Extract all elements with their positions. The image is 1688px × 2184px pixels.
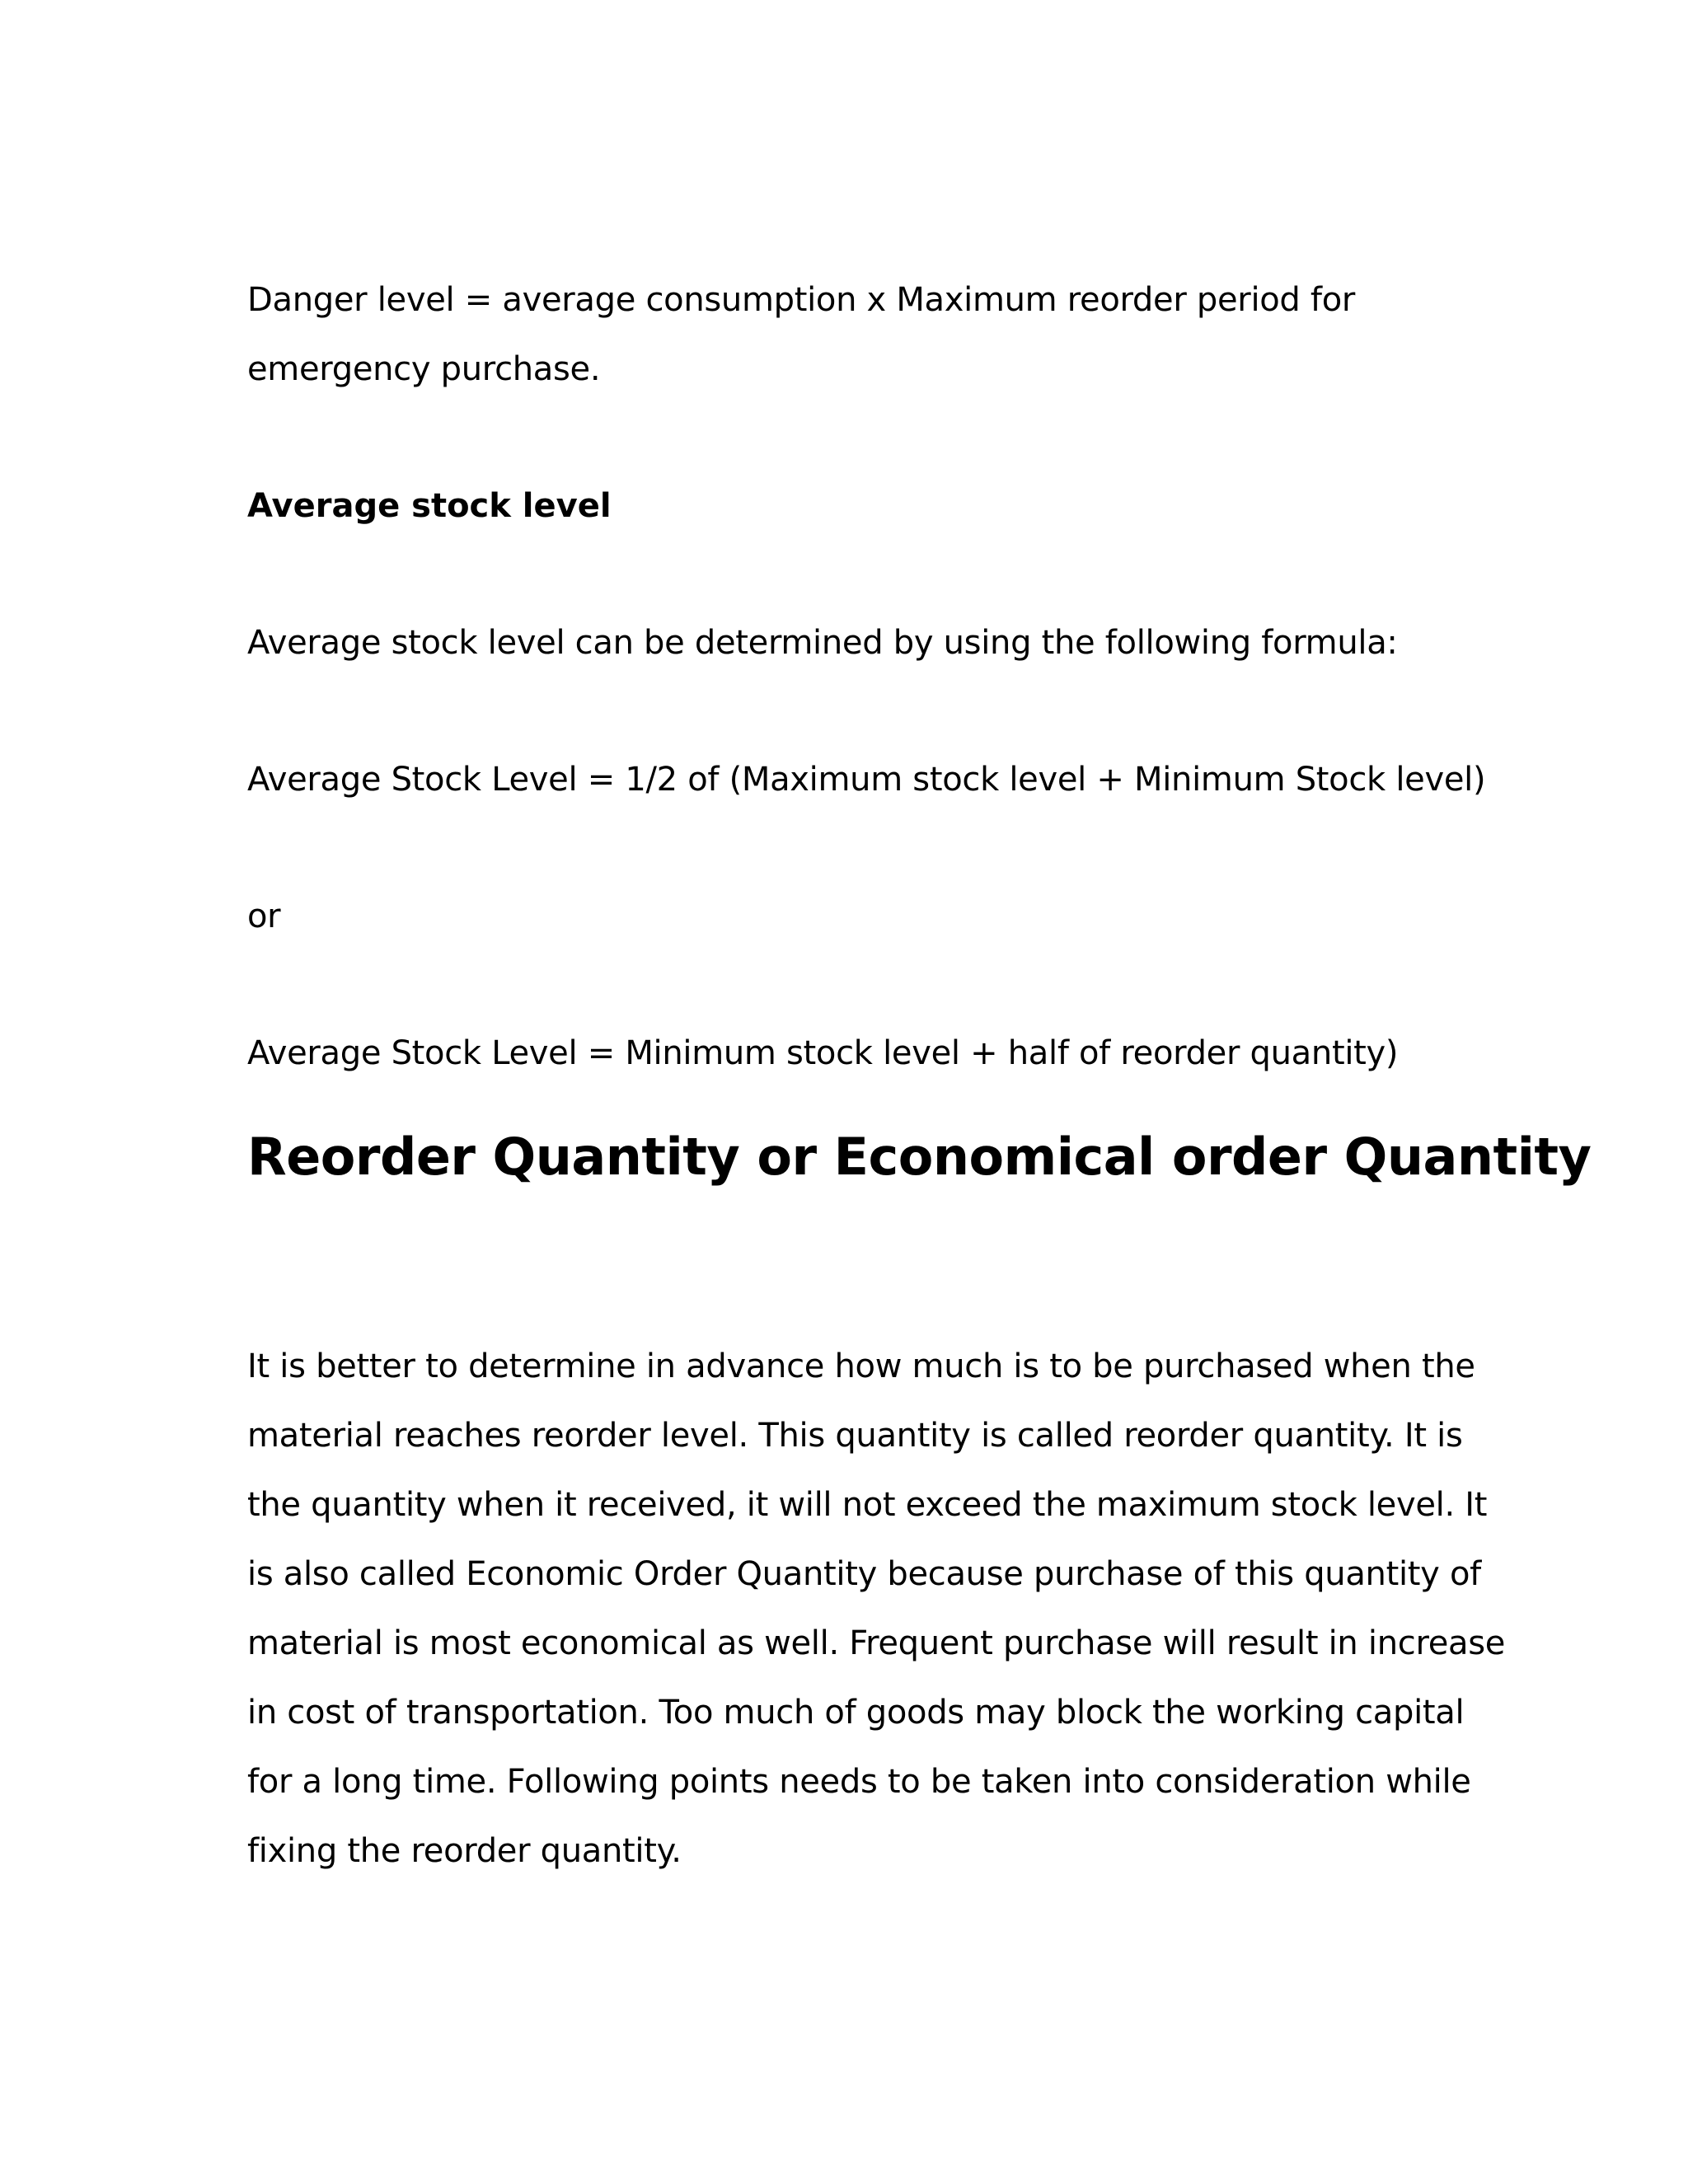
average-stock-subheading: Average stock level	[247, 487, 612, 525]
average-stock-or: or	[247, 898, 281, 935]
reorder-paragraph-line-5: material is most economical as well. Frequent purchase will result in increase	[247, 1624, 1506, 1662]
danger-level-line-2: emergency purchase.	[247, 350, 601, 388]
average-stock-intro: Average stock level can be determined by using the following formula:	[247, 624, 1398, 662]
reorder-paragraph-line-2: material reaches reorder level. This quantity is called reorder quantity. It is	[247, 1417, 1463, 1455]
reorder-paragraph-line-4: is also called Economic Order Quantity because purchase of this quantity of	[247, 1555, 1481, 1593]
reorder-paragraph-line-6: in cost of transportation. Too much of goods may block the working capital	[247, 1694, 1465, 1732]
average-stock-section	[247, 471, 1486, 1088]
reorder-heading: Reorder Quantity or Economical order Quantity	[247, 1127, 1592, 1187]
danger-level-section	[247, 265, 1434, 404]
reorder-paragraph-line-7: for a long time. Following points needs to be taken into consideration while	[247, 1763, 1471, 1801]
average-stock-formula-2: Average Stock Level = Minimum stock level + half of reorder quantity)	[247, 1034, 1399, 1072]
reorder-paragraph-line-3: the quantity when it received, it will not exceed the maximum stock level. It	[247, 1486, 1488, 1524]
reorder-paragraph-line-1: It is better to determine in advance how much is to be purchased when the	[247, 1347, 1475, 1385]
reorder-paragraph-line-8: fixing the reorder quantity.	[247, 1832, 682, 1870]
reorder-section	[247, 1119, 1592, 1886]
danger-level-line-1: Danger level = average consumption x Maximum reorder period for	[247, 281, 1356, 319]
page-content	[247, 265, 1592, 1886]
average-stock-formula-1: Average Stock Level = 1/2 of (Maximum stock level + Minimum Stock level)	[247, 761, 1486, 799]
reorder-paragraph	[247, 1332, 1506, 1886]
